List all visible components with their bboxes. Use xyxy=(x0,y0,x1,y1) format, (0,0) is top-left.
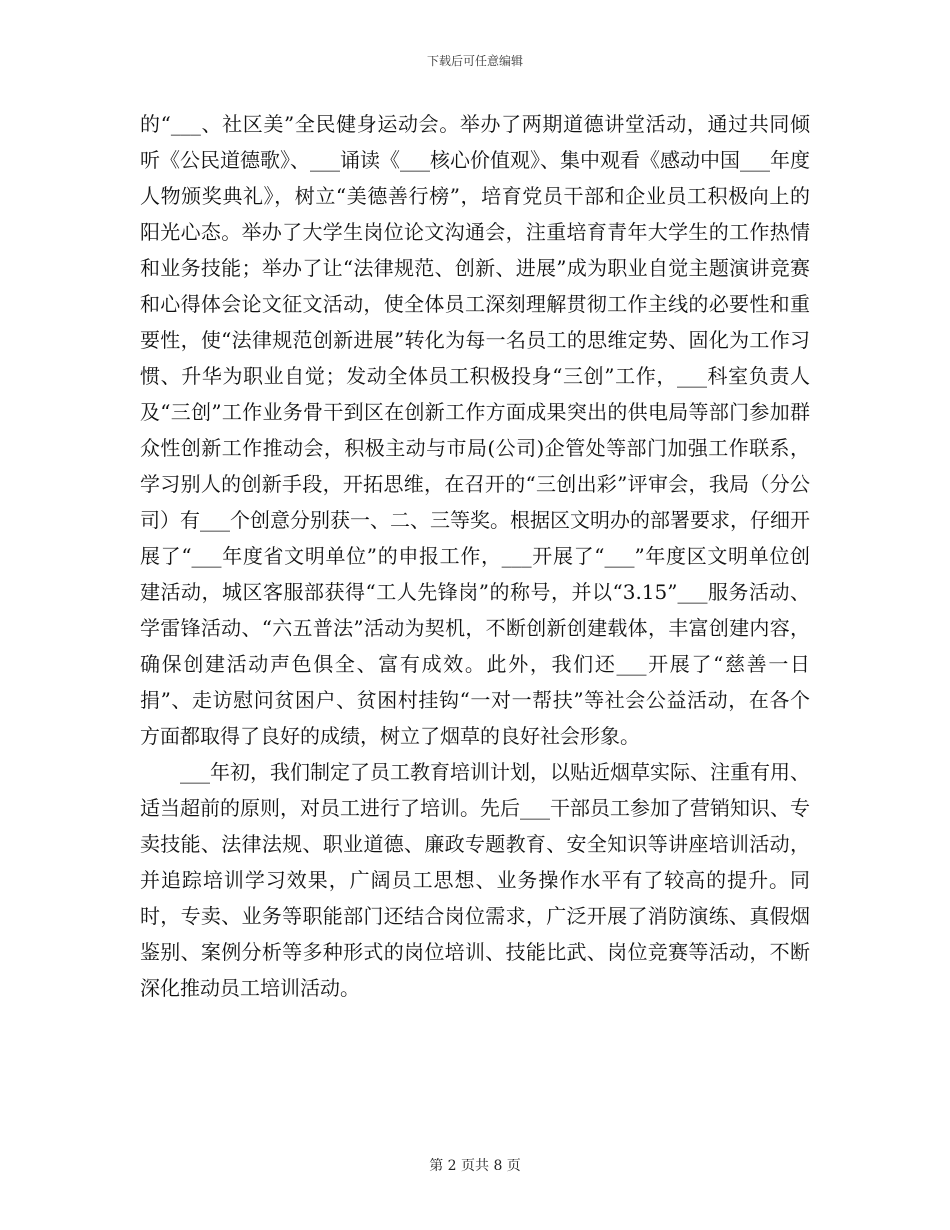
page-number-footer: 第 2 页共 8 页 xyxy=(429,1158,521,1174)
document-body xyxy=(140,106,810,1006)
body-paragraph-1: 的“___、社区美”全民健身运动会。举办了两期道德讲堂活动，通过共同倾听《公民道德歌》、___诵读《___核心价值观》、集中观看《感动中国___年度人物颁奖典礼》，树立“美德善行榜”，培育党员干部和企业员工积极向上的阳光心态。举办了大学生岗位论文沟通会，注重培育青年大学生的工作热情和业务技能；举办了让“法律规范、创新、进展”成为职业自觉主题演讲竞赛和心得体会论文征文活动，使全体员工深刻理解贯彻工作主线的必要性和重要性，使“法律规范创新进展”转化为每一名员工的思维定势、固化为工作习惯、升华为职业自觉；发动全体员工积极投身“三创”工作，___科室负责人及“三创”工作业务骨干到区在创新工作方面成果突出的供电局等部门参加群众性创新工作推动会，积极主动与市局(公司)企管处等部门加强工作联系，学习别人的创新手段，开拓思维，在召开的“三创出彩”评审会，我局（分公司）有___个创意分别获一、二、三等奖。根据区文明办的部署要求，仔细开展了“___年度省文明单位”的申报工作，___开展了“___”年度区文明单位创建活动，城区客服部获得“工人先锋岗”的称号，并以“3.15”___服务活动、学雷锋活动、“六五普法”活动为契机，不断创新创建载体，丰富创建内容，确保创建活动声色俱全、富有成效。此外，我们还___开展了“慈善一日捐”、走访慰问贫困户、贫困村挂钩“一对一帮扶”等社会公益活动，在各个方面都取得了良好的成绩，树立了烟草的良好社会形象。 xyxy=(140,112,810,748)
page-header: 下载后可任意编辑 xyxy=(426,54,523,68)
body-paragraph-2: ___年初，我们制定了员工教育培训计划，以贴近烟草实际、注重有用、适当超前的原则，对员工进行了培训。先后___干部员工参加了营销知识、专卖技能、法律法规、职业道德、廉政专题教育、安全知识等讲座培训活动，并追踪培训学习效果，广阔员工思想、业务操作水平有了较高的提升。同时，专卖、业务等职能部门还结合岗位需求，广泛开展了消防演练、真假烟鉴别、案例分析等多种形式的岗位培训、技能比武、岗位竞赛等活动，不断深化推动员工培训活动。 xyxy=(140,760,810,1000)
